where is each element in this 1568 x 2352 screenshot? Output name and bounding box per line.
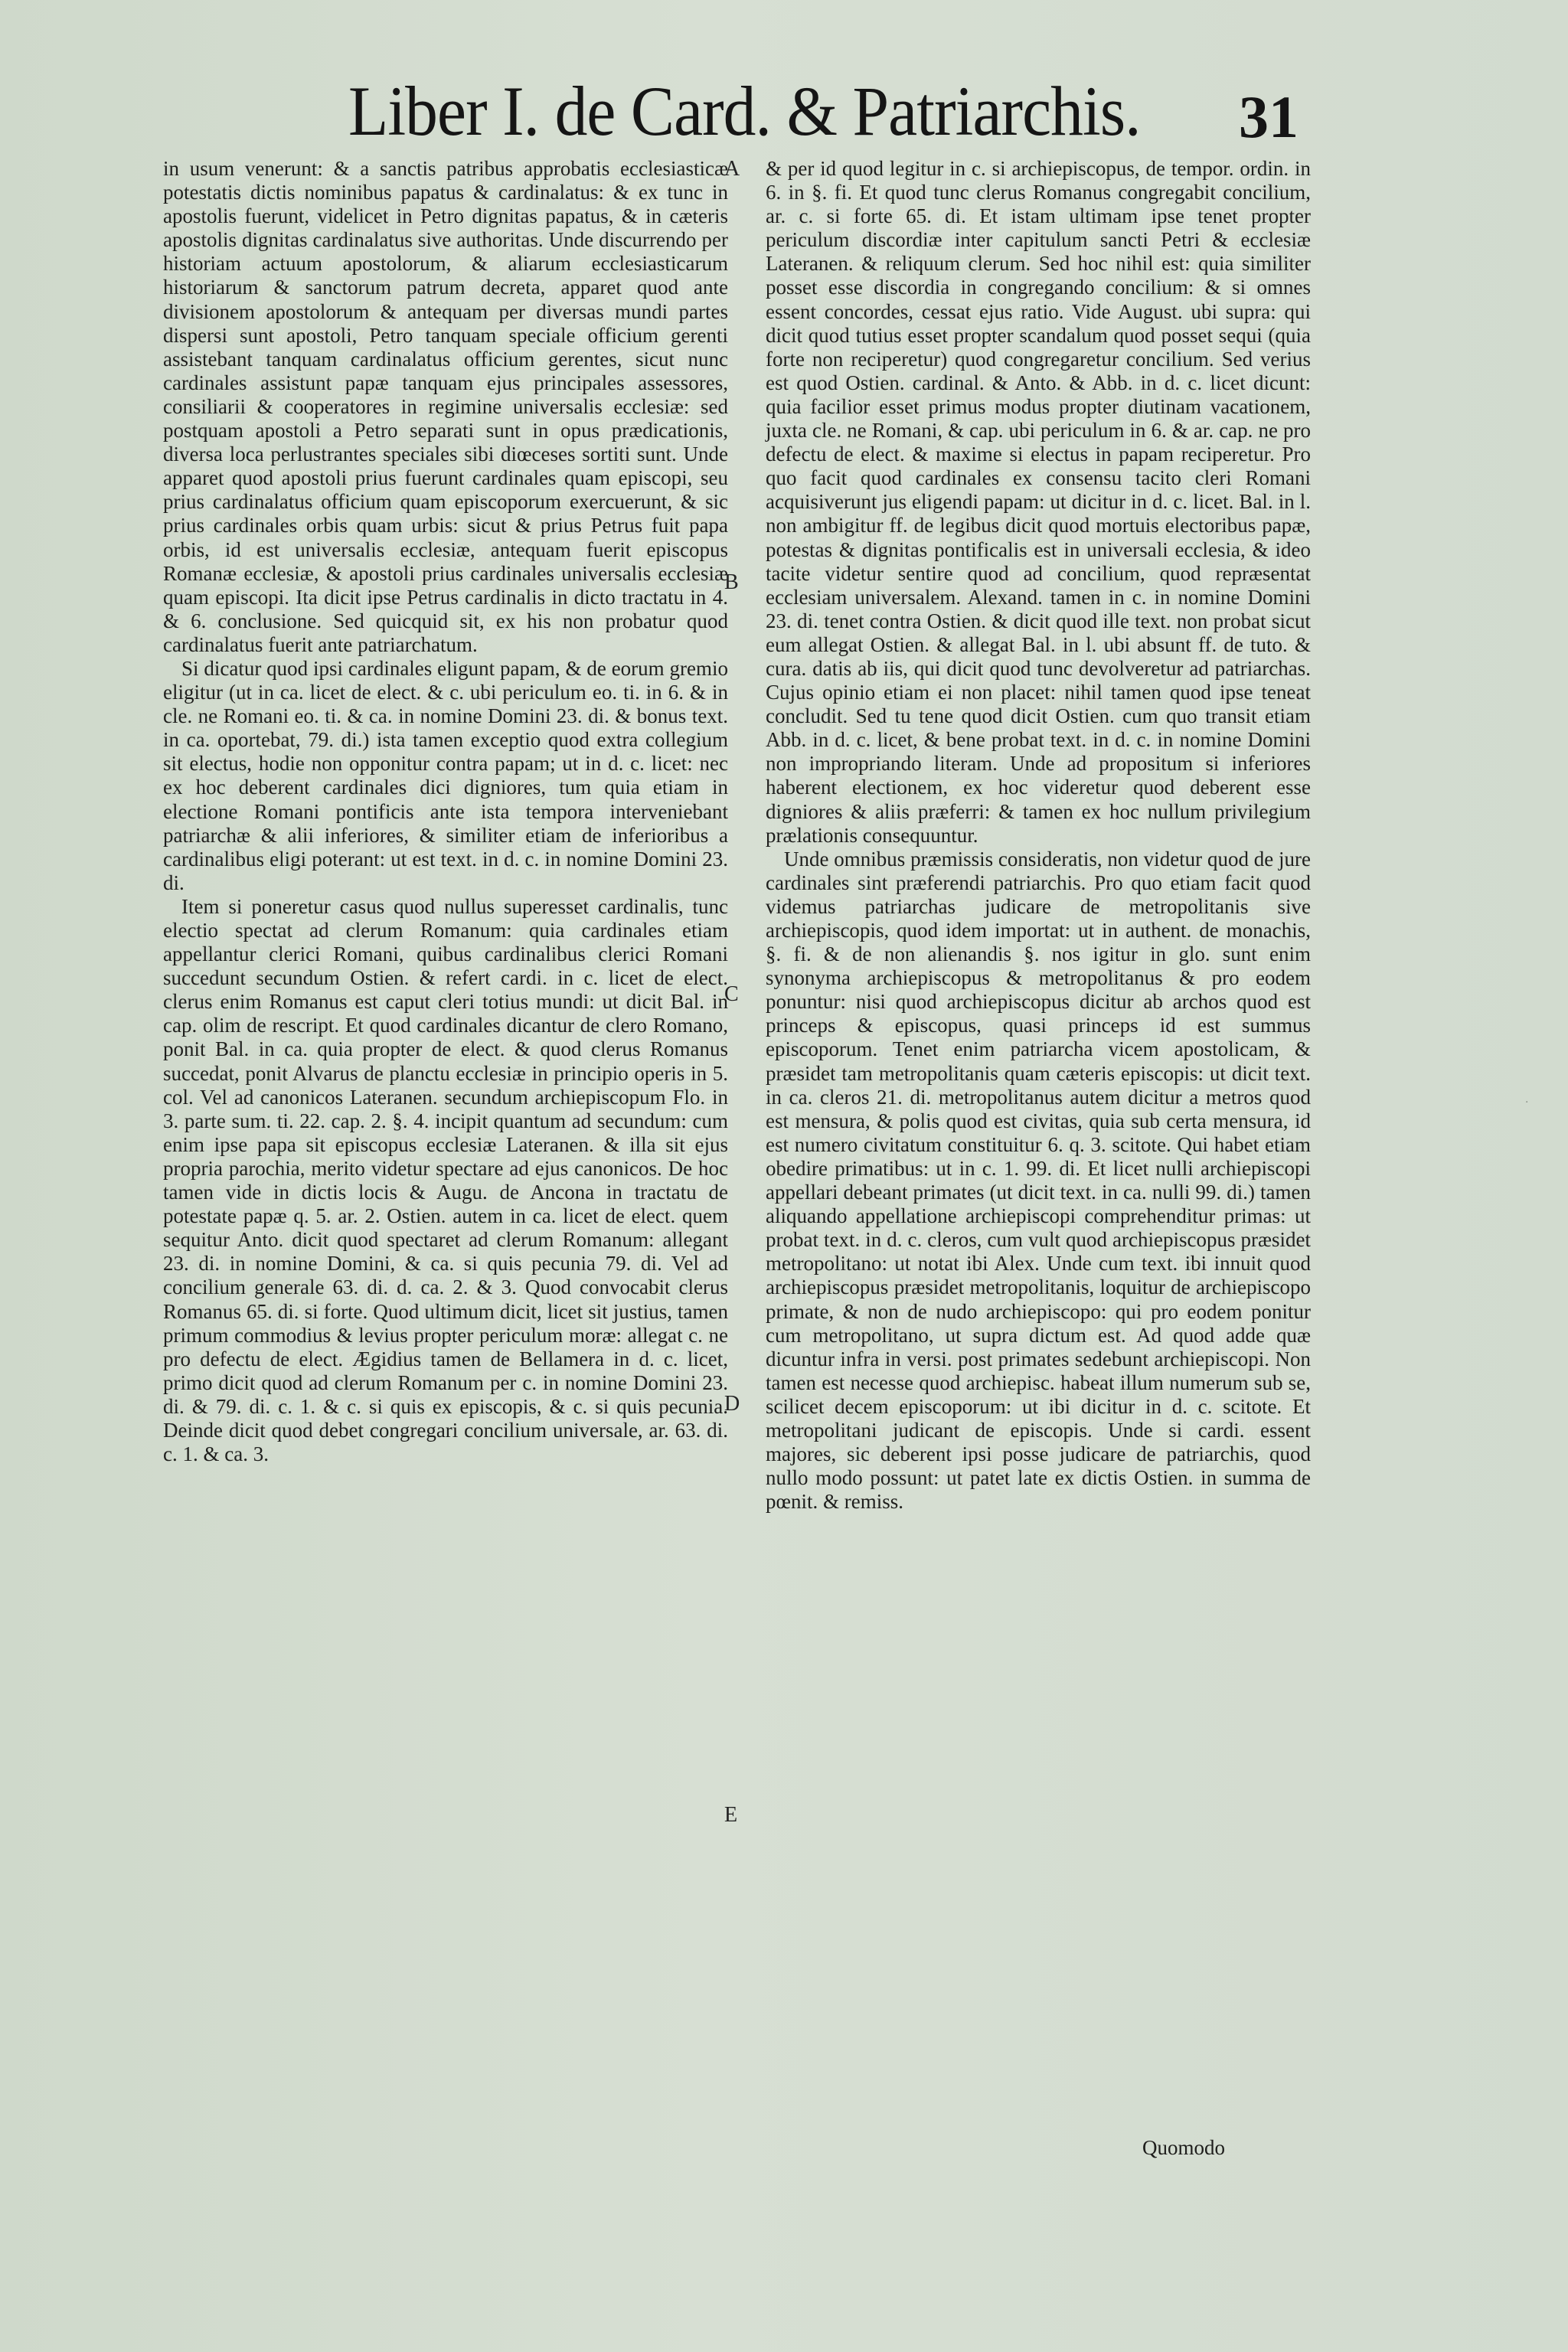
margin-letter-c: C <box>724 982 739 1006</box>
left-column <box>163 157 728 1466</box>
margin-letter-b: B <box>724 570 739 594</box>
catchword: Quomodo <box>1142 2136 1225 2159</box>
margin-letter-a: A <box>724 157 740 181</box>
right-paragraph-2: Unde omnibus præmissis consideratis, non videtur quod de jure cardinales sint præferendi patriarchis. Pro quo etiam facit quod videmus patriarchas judicare de metropolitanis sive archiepiscopis, quod idem importat: ut in authent. de monachis, §. fi. & de non alienandis §. nos igitur in glo. sunt enim synonyma archiepiscopus & metropolitanus & pro eodem ponuntur: nisi quod archiepiscopus dicitur ab archos quod est princeps & episcopus, quasi princeps id est summus episcoporum. Tenet enim patriarcha vicem apostolicam, & præsidet tam metropolitanis quam cæteris episcopis: ut dicit text. in ca. cleros 21. di. metropolitanus autem dicitur a metros quod est mensura, & polis quod est civitas, quia sub certa mensura, id est numero civitatum constituitur 6. q. 3. scitote. Qui habet etiam obedire primatibus: ut in c. 1. 99. di. Et licet nulli archiepiscopi appellari debeant primates (ut dicit text. in ca. nulli 99. di.) tamen aliquando appellatione archiepiscopi comprehenditur primas: ut probat text. in d. c. cleros, cum vult quod archiepiscopus præsidet metropolitano: ut notat ibi Alex. Unde cum text. ibi innuit quod archiepiscopus præsidet metropolitanis, loquitur de archiepiscopo primate, & non de nudo archiepiscopo: qui pro eodem ponitur cum metropolitano, ut supra dictum est. Ad quod adde quæ dicuntur infra in versi. post primates sedebunt archiepiscopi. Non tamen est necesse quod archiepisc. habeat illum numerum sub se, scilicet decem episcoporum: ut ibi dicitur in d. c. scitote. Et metropolitani judicant de episcopis. Unde si cardi. essent majores, sic deberent ipsi posse judicare de patriarchis, quod nullo modo possunt: ut patet late ex dictis Ostien. in summa de pœnit. & remiss. <box>766 847 1311 1514</box>
page-number: 31 <box>1239 83 1298 150</box>
margin-letter-e: E <box>724 1803 738 1827</box>
left-paragraph-2: Si dicatur quod ipsi cardinales eligunt papam, & de eorum gremio eligitur (ut in ca. licet de elect. & c. ubi periculum eo. ti. in 6. & in cle. ne Romani eo. ti. & ca. in nomine Domini 23. di. & bonus text. in ca. oportebat, 79. di.) ista tamen exceptio quod extra collegium sit electus, hodie non opponitur contra papam; ut in d. c. licet: nec ex hoc deberent cardinales dici digniores, tum quia etiam in electione Romani pontificis ante ista tempora interveniebant patriarchæ & alii inferiores, & similiter etiam de inferioribus a cardinalibus eligi poterant: ut est text. in d. c. in nomine Domini 23. di. <box>163 656 728 894</box>
right-column <box>766 157 1311 1514</box>
right-paragraph-1: & per id quod legitur in c. si archiepiscopus, de tempor. ordin. in 6. in §. fi. Et quod tunc clerus Romanus congregabit concilium, ar. c. si forte 65. di. Et istam ultimam ipse tenet propter periculum discordiæ inter capitulum sancti Petri & ecclesiæ Lateranen. & reliquum clerum. Sed hoc nihil est: quia similiter posset esse discordia in congregando concilium: & si omnes essent concordes, cessat ejus ratio. Vide August. ubi supra: qui dicit quod tutius esset propter scandalum quod posset sequi (quia forte non reciperetur) quod congregaretur concilium. Sed verius est quod Ostien. cardinal. & Anto. & Abb. in d. c. licet dicunt: quia facilior esset primus modus propter diutinam vacationem, juxta cle. ne Romani, & cap. ubi periculum in 6. & ar. cap. ne pro defectu de elect. & maxime si electus in papam reciperetur. Pro quo facit quod cardinales ex consensu tacito cleri Romani acquisiverunt jus eligendi papam: ut dicitur in d. c. licet. Bal. in l. non ambigitur ff. de legibus dicit quod mortuis electoribus papæ, potestas & dignitas pontificalis est in universali ecclesia, & ideo tacite videtur sentire quod ad concilium, quod repræsentat ecclesiam universalem. Alexand. tamen in c. in nomine Domini 23. di. tenet contra Ostien. & dicit quod ille text. non probat sicut eum allegat Ostien. & allegat Bal. in l. ubi absunt ff. de tuto. & cura. datis ab iis, qui dicit quod tunc devolveretur ad patriarchas. Cujus opinio etiam ei non placet: nihil tamen quod ipse teneat concludit. Sed tu tene quod dicit Ostien. cum quo transit etiam Abb. in d. c. licet, & bene probat text. in d. c. in nomine Domini non impropriando literam. Unde ad propositum si inferiores haberent electionem, ex hoc videretur quod deberent esse digniores & aliis præferri: & tamen ex hoc nullum privilegium prælationis consequuntur. <box>766 157 1311 847</box>
left-paragraph-1: in usum venerunt: & a sanctis patribus approbatis ecclesiasticæ potestatis dictis nominibus papatus & cardinalatus: & ex tunc in apostolis fuerunt, videlicet in Petro dignitas papatus, & in cæteris apostolis dignitas cardinalatus sive authoritas. Unde discurrendo per historiam actuum apostolorum, & aliarum ecclesiasticarum historiarum & sanctorum patrum decreta, apparet quod ante divisionem apostolorum & antequam per diversas mundi partes dispersi sunt apostoli, Petro tanquam speciale officium gerenti assistebant tanquam cardinalatus officium gerentes, sicut nunc cardinales assistunt papæ tanquam ejus principales assessores, consiliarii & cooperatores in regimine universalis ecclesiæ: sed postquam apostoli a Petro separati sunt in opus prædicationis, diversa loca perlustrantes speciales sibi diœceses sortiti sunt. Unde apparet quod apostoli prius fuerunt cardinales quam episcopi, seu prius cardinalatus officium quam episcoporum exercuerunt, & sic prius cardinales orbis quam urbis: sicut & prius Petrus fuit papa orbis, id est universalis ecclesiæ, antequam fuerit episcopus Romanæ ecclesiæ, & apostoli prius cardinales universalis ecclesiæ quam episcopi. Ita dicit ipse Petrus cardinalis in dicto tractatu in 4. & 6. conclusione. Sed quicquid sit, ex his non probatur quod cardinalatus fuerit ante patriarchatum. <box>163 157 728 656</box>
paper-speck: · <box>1525 1096 1529 1109</box>
running-title: Liber I. de Card. & Patriarchis. <box>348 72 1141 150</box>
left-paragraph-3: Item si poneretur casus quod nullus superesset cardinalis, tunc electio spectat ad clerum Romanum: quia cardinales etiam appellantur clerici Romani, quibus cardinalibus clerici Romani succedunt secundum Ostien. & refert cardi. in c. licet de elect. clerus enim Romanus est caput cleri totius mundi: ut dicit Bal. in cap. olim de rescript. Et quod cardinales dicantur de clero Romano, ponit Bal. in ca. quia propter de elect. & quod clerus Romanus succedat, ponit Alvarus de planctu ecclesiæ in principio operis in 5. col. Vel ad canonicos Lateranen. secundum archiepiscopum Flo. in 3. parte sum. ti. 22. cap. 2. §. 4. incipit quantum ad secundum: cum enim ipse papa sit episcopus ecclesiæ Lateranen. & illa sit ejus propria parochia, merito videtur spectare ad ejus canonicos. De hoc tamen vide in dictis locis & Augu. de Ancona in tractatu de potestate papæ q. 5. ar. 2. Ostien. autem in ca. licet de elect. quem sequitur Anto. dicit quod spectaret ad clerum Romanum: allegant 23. di. in nomine Domini, & ca. si quis pecunia 79. di. Vel ad concilium generale 63. di. d. ca. 2. & 3. Quod convocabit clerus Romanus 65. di. si forte. Quod ultimum dicit, licet sit justius, tamen primum commodius & levius propter periculum moræ: allegat c. ne pro defectu de elect. Ægidius tamen de Bellamera in d. c. licet, primo dicit quod ad clerum Romanum per c. in nomine Domini 23. di. & 79. di. c. 1. & c. si quis ex episcopis, & c. si quis pecunia. Deinde dicit quod debet congregari concilium universale, ar. 63. di. c. 1. & ca. 3. <box>163 894 728 1466</box>
margin-letter-d: D <box>724 1392 740 1416</box>
